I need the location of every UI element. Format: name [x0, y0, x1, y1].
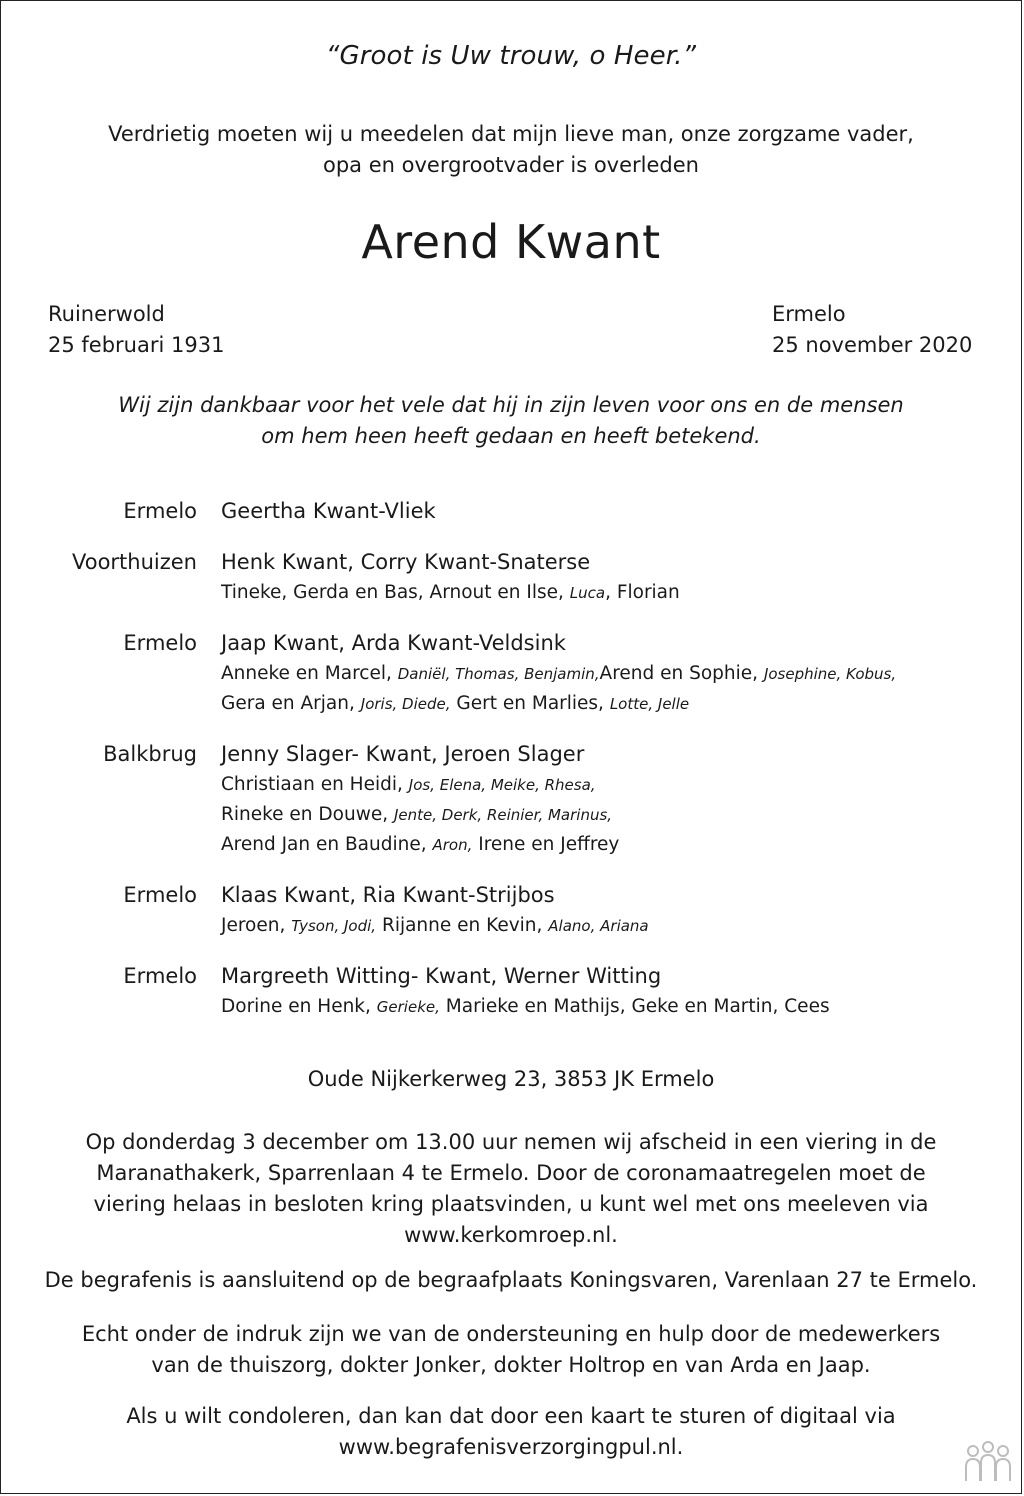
great-grandchildren-names: Jos, Elena, Meike, Rhesa, — [408, 776, 596, 794]
deceased-name: Arend Kwant — [361, 215, 661, 269]
condolence-info — [41, 1401, 981, 1463]
family-place: Ermelo — [123, 631, 197, 655]
grandchildren-names: , Florian — [605, 582, 680, 603]
condolence-line-2: www.begrafenisverzorgingpul.nl. — [338, 1435, 684, 1459]
announcement-intro — [41, 119, 981, 181]
great-grandchildren-names: Tyson, Jodi, — [291, 917, 377, 935]
great-grandchildren-names: Joris, Diede, — [360, 695, 451, 713]
grandchildren-names: Anneke en Marcel, — [221, 663, 398, 684]
grandchildren-names: Gera en Arjan, — [221, 693, 361, 714]
grandchildren-names: Tineke, Gerda en Bas, Arnout en Ilse, — [221, 582, 570, 603]
grandchildren-line — [221, 659, 1021, 689]
thanks-line-1: Wij zijn dankbaar voor het vele dat hij in zijn leven voor ons en de mensen — [118, 393, 904, 417]
family-members: Klaas Kwant, Ria Kwant-Strijbos — [221, 883, 555, 907]
grandchildren-line — [221, 578, 1021, 608]
family-group — [1, 628, 1021, 719]
grandchildren-line — [221, 800, 1021, 830]
grandchildren-line — [221, 911, 1021, 941]
thanks-line-2: om hem heen heeft gedaan en heeft betekend. — [261, 424, 761, 448]
service-info — [51, 1127, 971, 1251]
grandchildren-names: Irene en Jeffrey — [472, 834, 620, 855]
care-line-2: van de thuiszorg, dokter Jonker, dokter Holtrop en van Arda en Jaap. — [151, 1353, 871, 1377]
condolence-line-1: Als u wilt condoleren, dan kan dat door een kaart te sturen of digitaal via — [126, 1404, 896, 1428]
people-family-icon — [963, 1441, 1013, 1483]
family-place: Ermelo — [123, 964, 197, 988]
gratitude-text — [41, 390, 981, 452]
family-group — [1, 880, 1021, 941]
home-address: Oude Nijkerkerweg 23, 3853 JK Ermelo — [307, 1067, 715, 1091]
family-place: Voorthuizen — [71, 550, 197, 574]
family-group — [1, 739, 1021, 860]
burial-info: De begrafenis is aansluitend op de begraafplaats Koningsvaren, Varenlaan 27 te Ermelo. — [44, 1268, 978, 1292]
grandchildren-line — [221, 689, 1021, 719]
service-line-1: Op donderdag 3 december om 13.00 uur nemen wij afscheid in een viering in de — [85, 1130, 937, 1154]
family-place: Ermelo — [123, 883, 197, 907]
care-line-1: Echt onder de indruk zijn we van de ondersteuning en hulp door de medewerkers — [81, 1322, 941, 1346]
service-line-2: Maranathakerk, Sparrenlaan 4 te Ermelo. Door de coronamaatregelen moet de — [96, 1161, 926, 1185]
intro-line-1: Verdrietig moeten wij u meedelen dat mijn lieve man, onze zorgzame vader, — [108, 122, 914, 146]
family-place: Ermelo — [123, 499, 197, 523]
great-grandchildren-names: Gerieke, — [376, 998, 440, 1016]
intro-line-2: opa en overgrootvader is overleden — [323, 153, 699, 177]
great-grandchildren-names: Luca — [569, 584, 606, 602]
grandchildren-line — [221, 992, 1021, 1022]
death-date: 25 november 2020 — [772, 333, 973, 357]
great-grandchildren-names: Daniël, Thomas, Benjamin, — [397, 665, 600, 683]
family-members: Geertha Kwant-Vliek — [221, 499, 436, 523]
family-list — [1, 496, 1021, 1042]
family-group — [1, 496, 1021, 527]
great-grandchildren-names: Lotte, Jelle — [609, 695, 690, 713]
family-members: Jaap Kwant, Arda Kwant-Veldsink — [221, 631, 566, 655]
family-group — [1, 961, 1021, 1022]
grandchildren-line — [221, 770, 1021, 800]
grandchildren-names: Gert en Marlies, — [450, 693, 610, 714]
great-grandchildren-names: Aron, — [432, 836, 473, 854]
family-group — [1, 547, 1021, 608]
birth-date: 25 februari 1931 — [48, 333, 225, 357]
grandchildren-names: Rijanne en Kevin, — [376, 915, 549, 936]
grandchildren-names: Rineke en Douwe, — [221, 804, 394, 825]
grandchildren-names: Arend Jan en Baudine, — [221, 834, 433, 855]
birth-info — [48, 299, 224, 361]
family-place: Balkbrug — [103, 742, 197, 766]
service-line-3: viering helaas in besloten kring plaatsvinden, u kunt wel met ons meeleven via — [93, 1192, 929, 1216]
death-place: Ermelo — [772, 302, 846, 326]
birth-place: Ruinerwold — [48, 302, 165, 326]
bible-quote: “Groot is Uw trouw, o Heer.” — [325, 41, 697, 71]
family-members: Margreeth Witting- Kwant, Werner Witting — [221, 964, 662, 988]
grandchildren-names: Marieke en Mathijs, Geke en Martin, Cees — [439, 996, 830, 1017]
family-members: Jenny Slager- Kwant, Jeroen Slager — [221, 742, 585, 766]
great-grandchildren-names: Alano, Ariana — [548, 917, 649, 935]
great-grandchildren-names: Jente, Derk, Reinier, Marinus, — [393, 806, 613, 824]
grandchildren-names: Dorine en Henk, — [221, 996, 377, 1017]
grandchildren-line — [221, 830, 1021, 860]
service-line-4: www.kerkomroep.nl. — [404, 1223, 618, 1247]
care-thanks — [41, 1319, 981, 1381]
grandchildren-names: Arend en Sophie, — [599, 663, 764, 684]
family-members: Henk Kwant, Corry Kwant-Snaterse — [221, 550, 591, 574]
grandchildren-names: Christiaan en Heidi, — [221, 774, 409, 795]
death-info — [772, 299, 972, 361]
grandchildren-names: Jeroen, — [221, 915, 292, 936]
great-grandchildren-names: Josephine, Kobus, — [763, 665, 897, 683]
